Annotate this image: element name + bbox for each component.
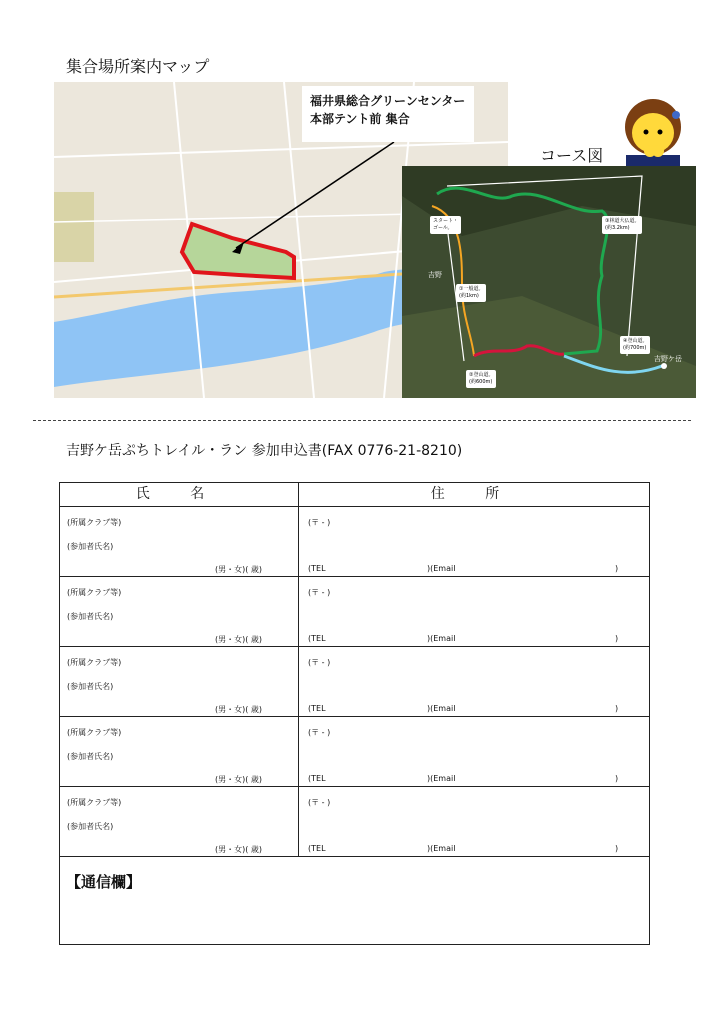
postal-field[interactable]: (〒 - ): [308, 798, 331, 807]
notes-title: 【通信欄】: [66, 873, 142, 891]
participant-name-field[interactable]: (参加者氏名): [67, 612, 114, 621]
close-paren: ): [615, 634, 619, 643]
callout-line2: 本部テント前 集合: [310, 112, 410, 126]
sex-age-field[interactable]: (男・女)( 歳): [215, 565, 263, 574]
postal-field[interactable]: (〒 - ): [308, 728, 331, 737]
participant-name-field[interactable]: (参加者氏名): [67, 822, 114, 831]
notes-section[interactable]: [60, 856, 649, 945]
entry-row: [60, 576, 649, 647]
entry-row: [60, 506, 649, 577]
application-form: [59, 482, 650, 945]
course-graphic: [402, 166, 696, 398]
sex-age-field[interactable]: (男・女)( 歳): [215, 635, 263, 644]
col-name-header: 氏 名: [135, 486, 223, 502]
email-field[interactable]: )(Email: [427, 564, 456, 573]
mascot-illustration: [620, 97, 686, 175]
close-paren: ): [615, 704, 619, 713]
participant-name-field[interactable]: (参加者氏名): [67, 682, 114, 691]
course-map: [402, 166, 696, 398]
label-section4: ④登山道。 (約700m): [620, 336, 650, 354]
col-address-header: 住 所: [430, 486, 518, 502]
label-section3: ③林道大仏道。 (約3.2km): [602, 216, 642, 234]
entry-row: [60, 716, 649, 787]
email-field[interactable]: )(Email: [427, 704, 456, 713]
tel-field[interactable]: (TEL: [308, 634, 326, 643]
sex-age-field[interactable]: (男・女)( 歳): [215, 845, 263, 854]
participant-name-field[interactable]: (参加者氏名): [67, 752, 114, 761]
label-start: スタート・ ゴール。: [430, 216, 461, 234]
club-field[interactable]: (所属クラブ等): [67, 658, 122, 667]
cut-line: [33, 420, 691, 421]
venue-callout: [302, 86, 474, 142]
callout-line1: 福井県総合グリーンセンター: [310, 94, 466, 108]
email-field[interactable]: )(Email: [427, 774, 456, 783]
tel-field[interactable]: (TEL: [308, 704, 326, 713]
email-field[interactable]: )(Email: [427, 634, 456, 643]
course-title: コース図: [540, 146, 604, 165]
tel-field[interactable]: (TEL: [308, 774, 326, 783]
label-section2: ②登山道。 (約600m): [466, 370, 496, 388]
club-field[interactable]: (所属クラブ等): [67, 518, 122, 527]
postal-field[interactable]: (〒 - ): [308, 658, 331, 667]
email-field[interactable]: )(Email: [427, 844, 456, 853]
participant-name-field[interactable]: (参加者氏名): [67, 542, 114, 551]
tel-field[interactable]: (TEL: [308, 564, 326, 573]
club-field[interactable]: (所属クラブ等): [67, 728, 122, 737]
club-field[interactable]: (所属クラブ等): [67, 588, 122, 597]
close-paren: ): [615, 774, 619, 783]
map-title: 集合場所案内マップ: [66, 57, 210, 76]
tel-field[interactable]: (TEL: [308, 844, 326, 853]
label-section1: ①一般道。 (約1km): [456, 284, 486, 302]
place-label: 吉野: [428, 271, 442, 279]
summit-label: 吉野ケ岳: [654, 355, 682, 363]
club-field[interactable]: (所属クラブ等): [67, 798, 122, 807]
entry-row: [60, 786, 649, 857]
sex-age-field[interactable]: (男・女)( 歳): [215, 775, 263, 784]
postal-field[interactable]: (〒 - ): [308, 518, 331, 527]
close-paren: ): [615, 844, 619, 853]
postal-field[interactable]: (〒 - ): [308, 588, 331, 597]
form-title: 吉野ケ岳ぷちトレイル・ラン 参加申込書(FAX 0776-21-8210): [66, 443, 463, 459]
entry-row: [60, 646, 649, 717]
close-paren: ): [615, 564, 619, 573]
sex-age-field[interactable]: (男・女)( 歳): [215, 705, 263, 714]
